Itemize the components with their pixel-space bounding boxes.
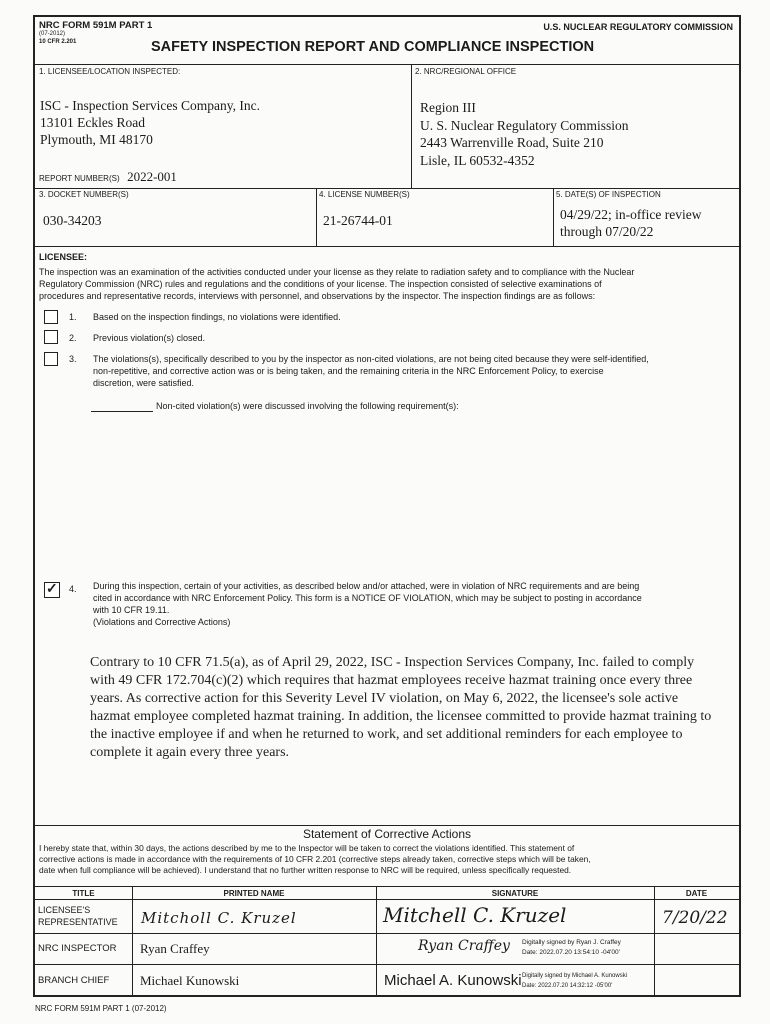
corrective-heading: Statement of Corrective Actions — [302, 827, 472, 841]
violation-line: Contrary to 10 CFR 71.5(a), as of April 29, 2022, ISC - Inspection Services Company, Inc. failed to comply — [90, 655, 695, 670]
report-number-row — [39, 168, 177, 186]
inspector-digital-stamp — [522, 938, 621, 958]
licensee-signature: Mitchell C. Kruzel — [383, 903, 567, 927]
violation-line: hazmat employee completed hazmat training. In addition, the licensee committed to provide hazmat training to — [90, 709, 712, 724]
finding-4-text — [93, 580, 738, 628]
docket-label: 3. DOCKET NUMBER(S) — [39, 190, 129, 199]
inspection-dates — [560, 206, 701, 240]
violation-line: complete it again every three years. — [90, 745, 290, 760]
finding-4-number: 4. — [69, 584, 77, 594]
page-footer: NRC FORM 591M PART 1 (07-2012) — [35, 1004, 167, 1013]
corrective-statement — [39, 843, 739, 876]
inspector-signature: Ryan Craffey — [418, 938, 510, 954]
corrective-line-3: date when full compliance will be achieved). I understand that no further written response to NRC will be required, unless specifically requested. — [39, 865, 572, 875]
finding-3-line-2: non-repetitive, and corrective action was or is being taken, and the remaining criteria in the NRC Enforcement Policy, to exercise — [93, 366, 604, 376]
licensee-name: ISC - Inspection Services Company, Inc. — [40, 98, 260, 113]
signature-column-header: SIGNATURE — [491, 889, 539, 898]
intro-paragraph — [39, 266, 739, 302]
noncited-blank[interactable] — [91, 411, 153, 412]
finding-3-line-3: discretion, were satisfied. — [93, 378, 195, 388]
region-name: Region III — [420, 100, 476, 115]
report-number-label: REPORT NUMBER(S) — [39, 174, 120, 183]
regional-office-address — [420, 99, 628, 169]
inspector-printed-name: Ryan Craffey — [140, 941, 210, 956]
page-title: SAFETY INSPECTION REPORT AND COMPLIANCE INSPECTION — [151, 39, 595, 55]
corrective-line-1: I hereby state that, within 30 days, the actions described by me to the Inspector will be taken to correct the violations identified. This statement of — [39, 843, 575, 853]
finding-3-line-1: The violations(s), specifically described to you by the inspector as non-cited violations, are not being cited because they were self-identified, — [93, 354, 649, 364]
cfr-reference: 10 CFR 2.201 — [39, 39, 77, 45]
license-number: 21-26744-01 — [323, 213, 393, 228]
finding-2-number: 2. — [69, 333, 77, 343]
inspector-digital-line-1: Digitally signed by Ryan J. Craffey — [522, 939, 621, 946]
report-number: 2022-001 — [127, 169, 177, 184]
violation-line: years. As corrective action for this Severity Level IV violation, on May 6, 2022, the licensee's sole active — [90, 691, 679, 706]
branch-chief-digital-line-1: Digitally signed by Michael A. Kunowski — [522, 973, 628, 979]
finding-3-checkbox[interactable] — [44, 352, 58, 366]
licensee-address — [40, 97, 260, 148]
finding-1-number: 1. — [69, 312, 77, 322]
intro-line-3: procedures and representative records, interviews with personnel, and observations by the inspector. The inspection findings are as follows: — [39, 291, 596, 301]
title-column-header: TITLE — [72, 889, 95, 898]
violation-line: with 49 CFR 172.704(c)(2) which requires that hazmat employees receive hazmat training once every three — [90, 673, 693, 688]
finding-4-line-1: During this inspection, certain of your activities, as described below and/or attached, were in violation of NRC requirements and are being — [93, 581, 640, 591]
licensee-heading: LICENSEE: — [39, 252, 88, 262]
finding-3-number: 3. — [69, 354, 77, 364]
finding-4-line-2: cited in accordance with NRC Enforcement Policy. This form is a NOTICE OF VIOLATION, which may be subject to posting in accordance — [93, 593, 642, 603]
inspection-form — [33, 15, 741, 997]
finding-1-checkbox[interactable] — [44, 310, 58, 324]
inspection-dates-line2: through 07/20/22 — [560, 224, 654, 239]
branch-chief-printed-name: Michael Kunowski — [140, 973, 240, 988]
inspection-dates-label: 5. DATE(S) OF INSPECTION — [556, 190, 661, 199]
license-number-label: 4. LICENSE NUMBER(S) — [319, 190, 410, 199]
office-street: 2443 Warrenville Road, Suite 210 — [420, 135, 604, 150]
office-city: Lisle, IL 60532-4352 — [420, 152, 535, 168]
corrective-line-2: corrective actions is made in accordance with the requirements of 10 CFR 2.201 (corrective steps already taken, corrective steps which will be taken, — [39, 854, 591, 864]
licensee-sign-date: 7/20/22 — [662, 908, 728, 928]
printed-name-column-header: PRINTED NAME — [223, 889, 285, 898]
licensee-label: 1. LICENSEE/LOCATION INSPECTED: — [39, 67, 181, 76]
licensee-street: 13101 Eckles Road — [40, 115, 145, 130]
intro-line-1: The inspection was an examination of the activities conducted under your license as they relate to radiation safety and to compliance with the Nuclear — [39, 267, 635, 277]
finding-4-checkbox[interactable] — [44, 582, 60, 598]
licensee-printed-name: Mitcholl C. Kruzel — [141, 909, 297, 927]
branch-chief-digital-line-2: Date: 2022.07.20 14:32:12 -05'00' — [522, 983, 613, 989]
row-branch-chief-title: BRANCH CHIEF — [38, 975, 110, 986]
finding-1-text: Based on the inspection findings, no violations were identified. — [93, 312, 341, 322]
licensee-city: Plymouth, MI 48170 — [40, 132, 153, 147]
violation-line: the inactive employee if and when he returned to work, and set additional reminders for each employee to — [90, 727, 683, 742]
finding-2-text: Previous violation(s) closed. — [93, 333, 206, 343]
inspection-dates-line1: 04/29/22; in-office review — [560, 207, 702, 222]
branch-chief-digital-stamp — [522, 971, 627, 991]
form-date: (07-2012) — [39, 31, 66, 37]
row-licensee-title — [38, 904, 118, 928]
form-id: NRC FORM 591M PART 1 — [39, 20, 153, 31]
branch-chief-signature: Michael A. Kunowski — [384, 972, 522, 989]
finding-4-line-3: with 10 CFR 19.11. — [93, 605, 170, 615]
violation-text — [90, 654, 740, 762]
finding-4-line-4: (Violations and Corrective Actions) — [93, 617, 231, 627]
finding-3-text — [93, 353, 738, 389]
finding-2-checkbox[interactable] — [44, 330, 58, 344]
agency-name: U.S. NUCLEAR REGULATORY COMMISSION — [543, 22, 733, 32]
docket-number: 030-34203 — [43, 213, 102, 228]
intro-line-2: Regulatory Commission (NRC) rules and regulations and the conditions of your license. The inspection consisted of selective examinations of — [39, 279, 602, 289]
date-column-header: DATE — [685, 889, 708, 898]
inspector-digital-line-2: Date: 2022.07.20 13:54:10 -04'00' — [522, 949, 620, 956]
title-line-1: LICENSEE'S — [38, 905, 91, 915]
row-inspector-title: NRC INSPECTOR — [38, 943, 117, 954]
check-mark-icon: ✓ — [46, 580, 58, 596]
noncited-text: Non-cited violation(s) were discussed involving the following requirement(s): — [156, 401, 459, 411]
regional-office-label: 2. NRC/REGIONAL OFFICE — [415, 67, 517, 76]
title-line-2: REPRESENTATIVE — [38, 917, 118, 927]
commission-name: U. S. Nuclear Regulatory Commission — [420, 117, 629, 133]
